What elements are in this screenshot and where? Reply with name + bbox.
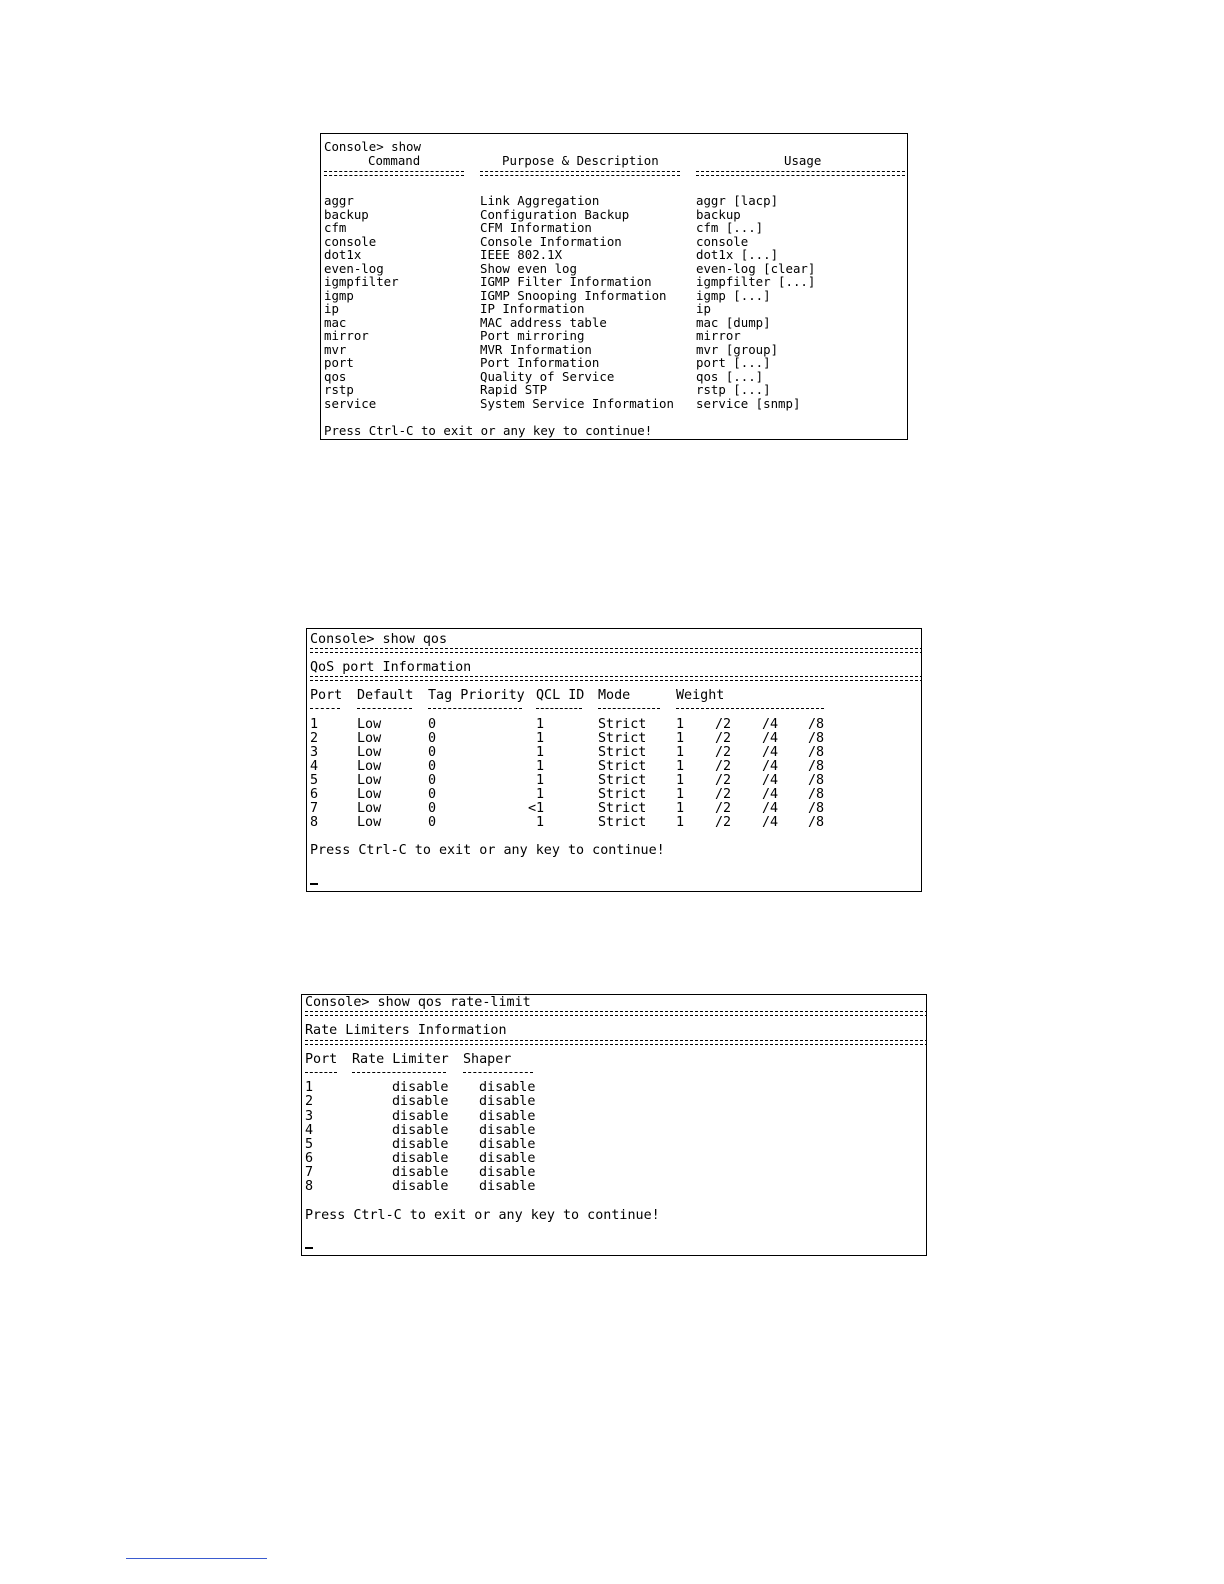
command-purpose: Console Information [480, 233, 622, 249]
section-title: QoS port Information [310, 660, 472, 676]
default-priority: Low [357, 758, 382, 774]
underline [357, 708, 412, 709]
command-purpose: Rapid STP [480, 382, 548, 397]
weight-4: /8 [808, 787, 825, 803]
tag-priority: 0 [428, 787, 437, 803]
default-priority: Low [357, 744, 382, 760]
table-row [305, 1081, 923, 1095]
header-rate-limiter: Rate Limiter [352, 1051, 449, 1067]
weight-2: /2 [715, 772, 732, 788]
port-number: 4 [305, 1122, 314, 1138]
shaper-status: disable [479, 1151, 536, 1167]
table-row [305, 1152, 923, 1166]
rate-limit-table [305, 1081, 923, 1195]
port-number: 2 [310, 730, 319, 746]
separator [310, 648, 922, 653]
table-row [324, 194, 904, 208]
command-purpose: CFM Information [480, 220, 592, 235]
port-number: 4 [310, 758, 319, 774]
command-usage: dot1x [...] [696, 247, 779, 262]
weight-1: 1 [676, 801, 685, 817]
console-show-screen [320, 133, 908, 440]
tag-priority: 0 [428, 758, 437, 774]
command-purpose: MVR Information [480, 341, 592, 357]
weight-1: 1 [676, 744, 685, 760]
weight-3: /4 [762, 801, 779, 817]
weight-1: 1 [676, 758, 685, 774]
command-purpose: IP Information [480, 301, 585, 316]
command-usage: qos [...] [696, 368, 764, 384]
default-priority: Low [357, 716, 382, 732]
underline [428, 708, 522, 709]
underline [463, 1072, 533, 1073]
table-row [305, 1180, 923, 1194]
port-number: 8 [310, 815, 319, 831]
weight-4: /8 [808, 716, 825, 732]
weight-2: /2 [715, 758, 732, 774]
command-name: aggr [324, 193, 354, 208]
weight-4: /8 [808, 758, 825, 774]
shaper-status: disable [479, 1136, 536, 1152]
port-number: 1 [310, 716, 319, 732]
table-row [324, 208, 904, 222]
weight-2: /2 [715, 730, 732, 746]
console-show-qos-rate-limit-screen [301, 994, 927, 1256]
command-usage: port [...] [696, 355, 771, 370]
rate-limiter-status: disable [392, 1108, 449, 1124]
port-number: 6 [305, 1151, 314, 1167]
header-default: Default [357, 688, 414, 704]
command-purpose: Show even log [480, 260, 577, 276]
table-row [305, 1095, 923, 1109]
table-row [305, 1166, 923, 1180]
table-row [324, 275, 904, 289]
rate-limiter-status: disable [392, 1094, 449, 1110]
underline [598, 708, 660, 709]
command-name: igmpfilter [324, 274, 399, 289]
weight-4: /8 [808, 815, 825, 831]
header-qcl-id: QCL ID [536, 688, 585, 704]
command-usage: backup [696, 206, 741, 222]
separator [305, 1040, 927, 1045]
qcl-id: 1 [536, 730, 545, 746]
weight-1: 1 [676, 730, 685, 746]
table-row [324, 248, 904, 262]
header-port: Port [310, 688, 343, 704]
weight-1: 1 [676, 815, 685, 831]
command-list [324, 194, 904, 410]
command-name: console [324, 233, 377, 249]
qcl-id: 1 [536, 716, 545, 732]
command-purpose: System Service Information [480, 395, 674, 411]
command-usage: cfm [...] [696, 220, 764, 235]
table-row [310, 774, 918, 788]
prompt: Console> show [324, 139, 421, 154]
qcl-id: 1 [536, 758, 545, 774]
command-name: ip [324, 301, 339, 316]
rate-limiter-status: disable [392, 1122, 449, 1138]
underline [352, 1072, 446, 1073]
mode: Strict [598, 815, 647, 831]
command-name: backup [324, 206, 369, 222]
weight-4: /8 [808, 744, 825, 760]
default-priority: Low [357, 815, 382, 831]
header-shaper: Shaper [463, 1051, 512, 1067]
shaper-status: disable [479, 1108, 536, 1124]
separator [324, 171, 464, 176]
table-row [310, 760, 918, 774]
table-row [310, 802, 918, 816]
qcl-id: 1 [536, 744, 545, 760]
header-purpose: Purpose & Description [502, 152, 659, 168]
footer-text: Press Ctrl-C to exit or any key to continue! [324, 422, 653, 438]
cursor [310, 883, 318, 885]
separator [480, 171, 680, 176]
command-usage: ip [696, 301, 711, 316]
command-usage: aggr [lacp] [696, 193, 779, 208]
port-number: 8 [305, 1179, 314, 1195]
table-row [324, 262, 904, 276]
weight-3: /4 [762, 815, 779, 831]
weight-3: /4 [762, 772, 779, 788]
command-purpose: Link Aggregation [480, 193, 600, 208]
rate-limiter-status: disable [392, 1165, 449, 1181]
port-number: 3 [310, 744, 319, 760]
footnote-rule [126, 1558, 267, 1559]
command-usage: mvr [group] [696, 341, 779, 357]
footer-text: Press Ctrl-C to exit or any key to continue! [310, 843, 665, 859]
command-purpose: Configuration Backup [480, 206, 630, 222]
table-row [324, 316, 904, 330]
weight-1: 1 [676, 787, 685, 803]
weight-3: /4 [762, 787, 779, 803]
table-row [305, 1110, 923, 1124]
command-name: cfm [324, 220, 347, 235]
shaper-status: disable [479, 1122, 536, 1138]
weight-4: /8 [808, 772, 825, 788]
command-name: even-log [324, 260, 384, 276]
table-row [310, 746, 918, 760]
mode: Strict [598, 730, 647, 746]
table-row [324, 397, 904, 411]
weight-2: /2 [715, 744, 732, 760]
separator [305, 1011, 927, 1016]
underline [310, 708, 340, 709]
weight-3: /4 [762, 716, 779, 732]
cursor [305, 1247, 313, 1249]
tag-priority: 0 [428, 744, 437, 760]
command-purpose: IGMP Filter Information [480, 274, 652, 289]
table-row [324, 329, 904, 343]
weight-4: /8 [808, 730, 825, 746]
qcl-id: 1 [536, 787, 545, 803]
port-number: 5 [305, 1136, 314, 1152]
command-name: rstp [324, 382, 354, 397]
command-usage: mac [dump] [696, 314, 771, 330]
rate-limiter-status: disable [392, 1080, 449, 1096]
command-purpose: IEEE 802.1X [480, 247, 563, 262]
table-row [310, 788, 918, 802]
table-row [324, 370, 904, 384]
port-number: 7 [305, 1165, 314, 1181]
command-name: igmp [324, 287, 354, 303]
weight-3: /4 [762, 758, 779, 774]
table-row [305, 1138, 923, 1152]
shaper-status: disable [479, 1179, 536, 1195]
table-row [324, 235, 904, 249]
port-number: 1 [305, 1080, 314, 1096]
underline [676, 708, 824, 709]
default-priority: Low [357, 801, 382, 817]
table-row [310, 816, 918, 830]
command-purpose: IGMP Snooping Information [480, 287, 667, 303]
mode: Strict [598, 744, 647, 760]
command-name: port [324, 355, 354, 370]
port-number: 2 [305, 1094, 314, 1110]
header-usage: Usage [784, 152, 822, 168]
command-name: mirror [324, 328, 369, 343]
qcl-id: 1 [536, 772, 545, 788]
table-row [324, 221, 904, 235]
footer-text: Press Ctrl-C to exit or any key to continue! [305, 1207, 660, 1223]
weight-1: 1 [676, 772, 685, 788]
port-number: 3 [305, 1108, 314, 1124]
mode: Strict [598, 787, 647, 803]
weight-4: /8 [808, 801, 825, 817]
console-show-qos-screen [306, 628, 922, 892]
command-name: service [324, 395, 377, 411]
header-port: Port [305, 1051, 338, 1067]
port-number: 7 [310, 801, 319, 817]
weight-2: /2 [715, 787, 732, 803]
underline [536, 708, 582, 709]
port-number: 5 [310, 772, 319, 788]
weight-2: /2 [715, 815, 732, 831]
command-name: mac [324, 314, 347, 330]
rate-limiter-status: disable [392, 1179, 449, 1195]
default-priority: Low [357, 787, 382, 803]
table-row [324, 289, 904, 303]
header-tag-priority: Tag Priority [428, 688, 525, 704]
weight-2: /2 [715, 801, 732, 817]
rate-limiter-status: disable [392, 1136, 449, 1152]
command-name: qos [324, 368, 347, 384]
table-row [305, 1124, 923, 1138]
mode: Strict [598, 758, 647, 774]
section-title: Rate Limiters Information [305, 1023, 507, 1039]
table-row [324, 356, 904, 370]
tag-priority: 0 [428, 801, 437, 817]
weight-3: /4 [762, 744, 779, 760]
underline [305, 1072, 337, 1073]
weight-2: /2 [715, 716, 732, 732]
shaper-status: disable [479, 1165, 536, 1181]
port-number: 6 [310, 787, 319, 803]
command-purpose: MAC address table [480, 314, 607, 330]
qos-port-table [310, 718, 918, 831]
command-usage: console [696, 233, 749, 249]
rate-limiter-status: disable [392, 1151, 449, 1167]
weight-1: 1 [676, 716, 685, 732]
table-row [324, 302, 904, 316]
mode: Strict [598, 801, 647, 817]
command-purpose: Quality of Service [480, 368, 615, 384]
command-name: mvr [324, 341, 347, 357]
mode: Strict [598, 772, 647, 788]
shaper-status: disable [479, 1080, 536, 1096]
tag-priority: 0 [428, 815, 437, 831]
separator [696, 171, 908, 176]
prompt: Console> show qos [310, 632, 448, 647]
command-usage: rstp [...] [696, 382, 771, 397]
header-mode: Mode [598, 688, 631, 704]
table-row [324, 343, 904, 357]
tag-priority: 0 [428, 716, 437, 732]
prompt: Console> show qos rate-limit [305, 995, 531, 1010]
header-weight: Weight [676, 688, 725, 704]
shaper-status: disable [479, 1094, 536, 1110]
separator [310, 676, 922, 681]
command-purpose: Port mirroring [480, 328, 585, 343]
command-usage: even-log [clear] [696, 260, 816, 276]
default-priority: Low [357, 772, 382, 788]
command-usage: mirror [696, 328, 741, 343]
table-row [324, 383, 904, 397]
command-usage: igmp [...] [696, 287, 771, 303]
qcl-id: <1 [528, 801, 545, 817]
command-name: dot1x [324, 247, 362, 262]
command-purpose: Port Information [480, 355, 600, 370]
weight-3: /4 [762, 730, 779, 746]
command-usage: service [snmp] [696, 395, 801, 411]
header-command: Command [368, 152, 421, 168]
table-row [310, 718, 918, 732]
default-priority: Low [357, 730, 382, 746]
command-usage: igmpfilter [...] [696, 274, 816, 289]
tag-priority: 0 [428, 772, 437, 788]
mode: Strict [598, 716, 647, 732]
qcl-id: 1 [536, 815, 545, 831]
table-row [310, 732, 918, 746]
tag-priority: 0 [428, 730, 437, 746]
